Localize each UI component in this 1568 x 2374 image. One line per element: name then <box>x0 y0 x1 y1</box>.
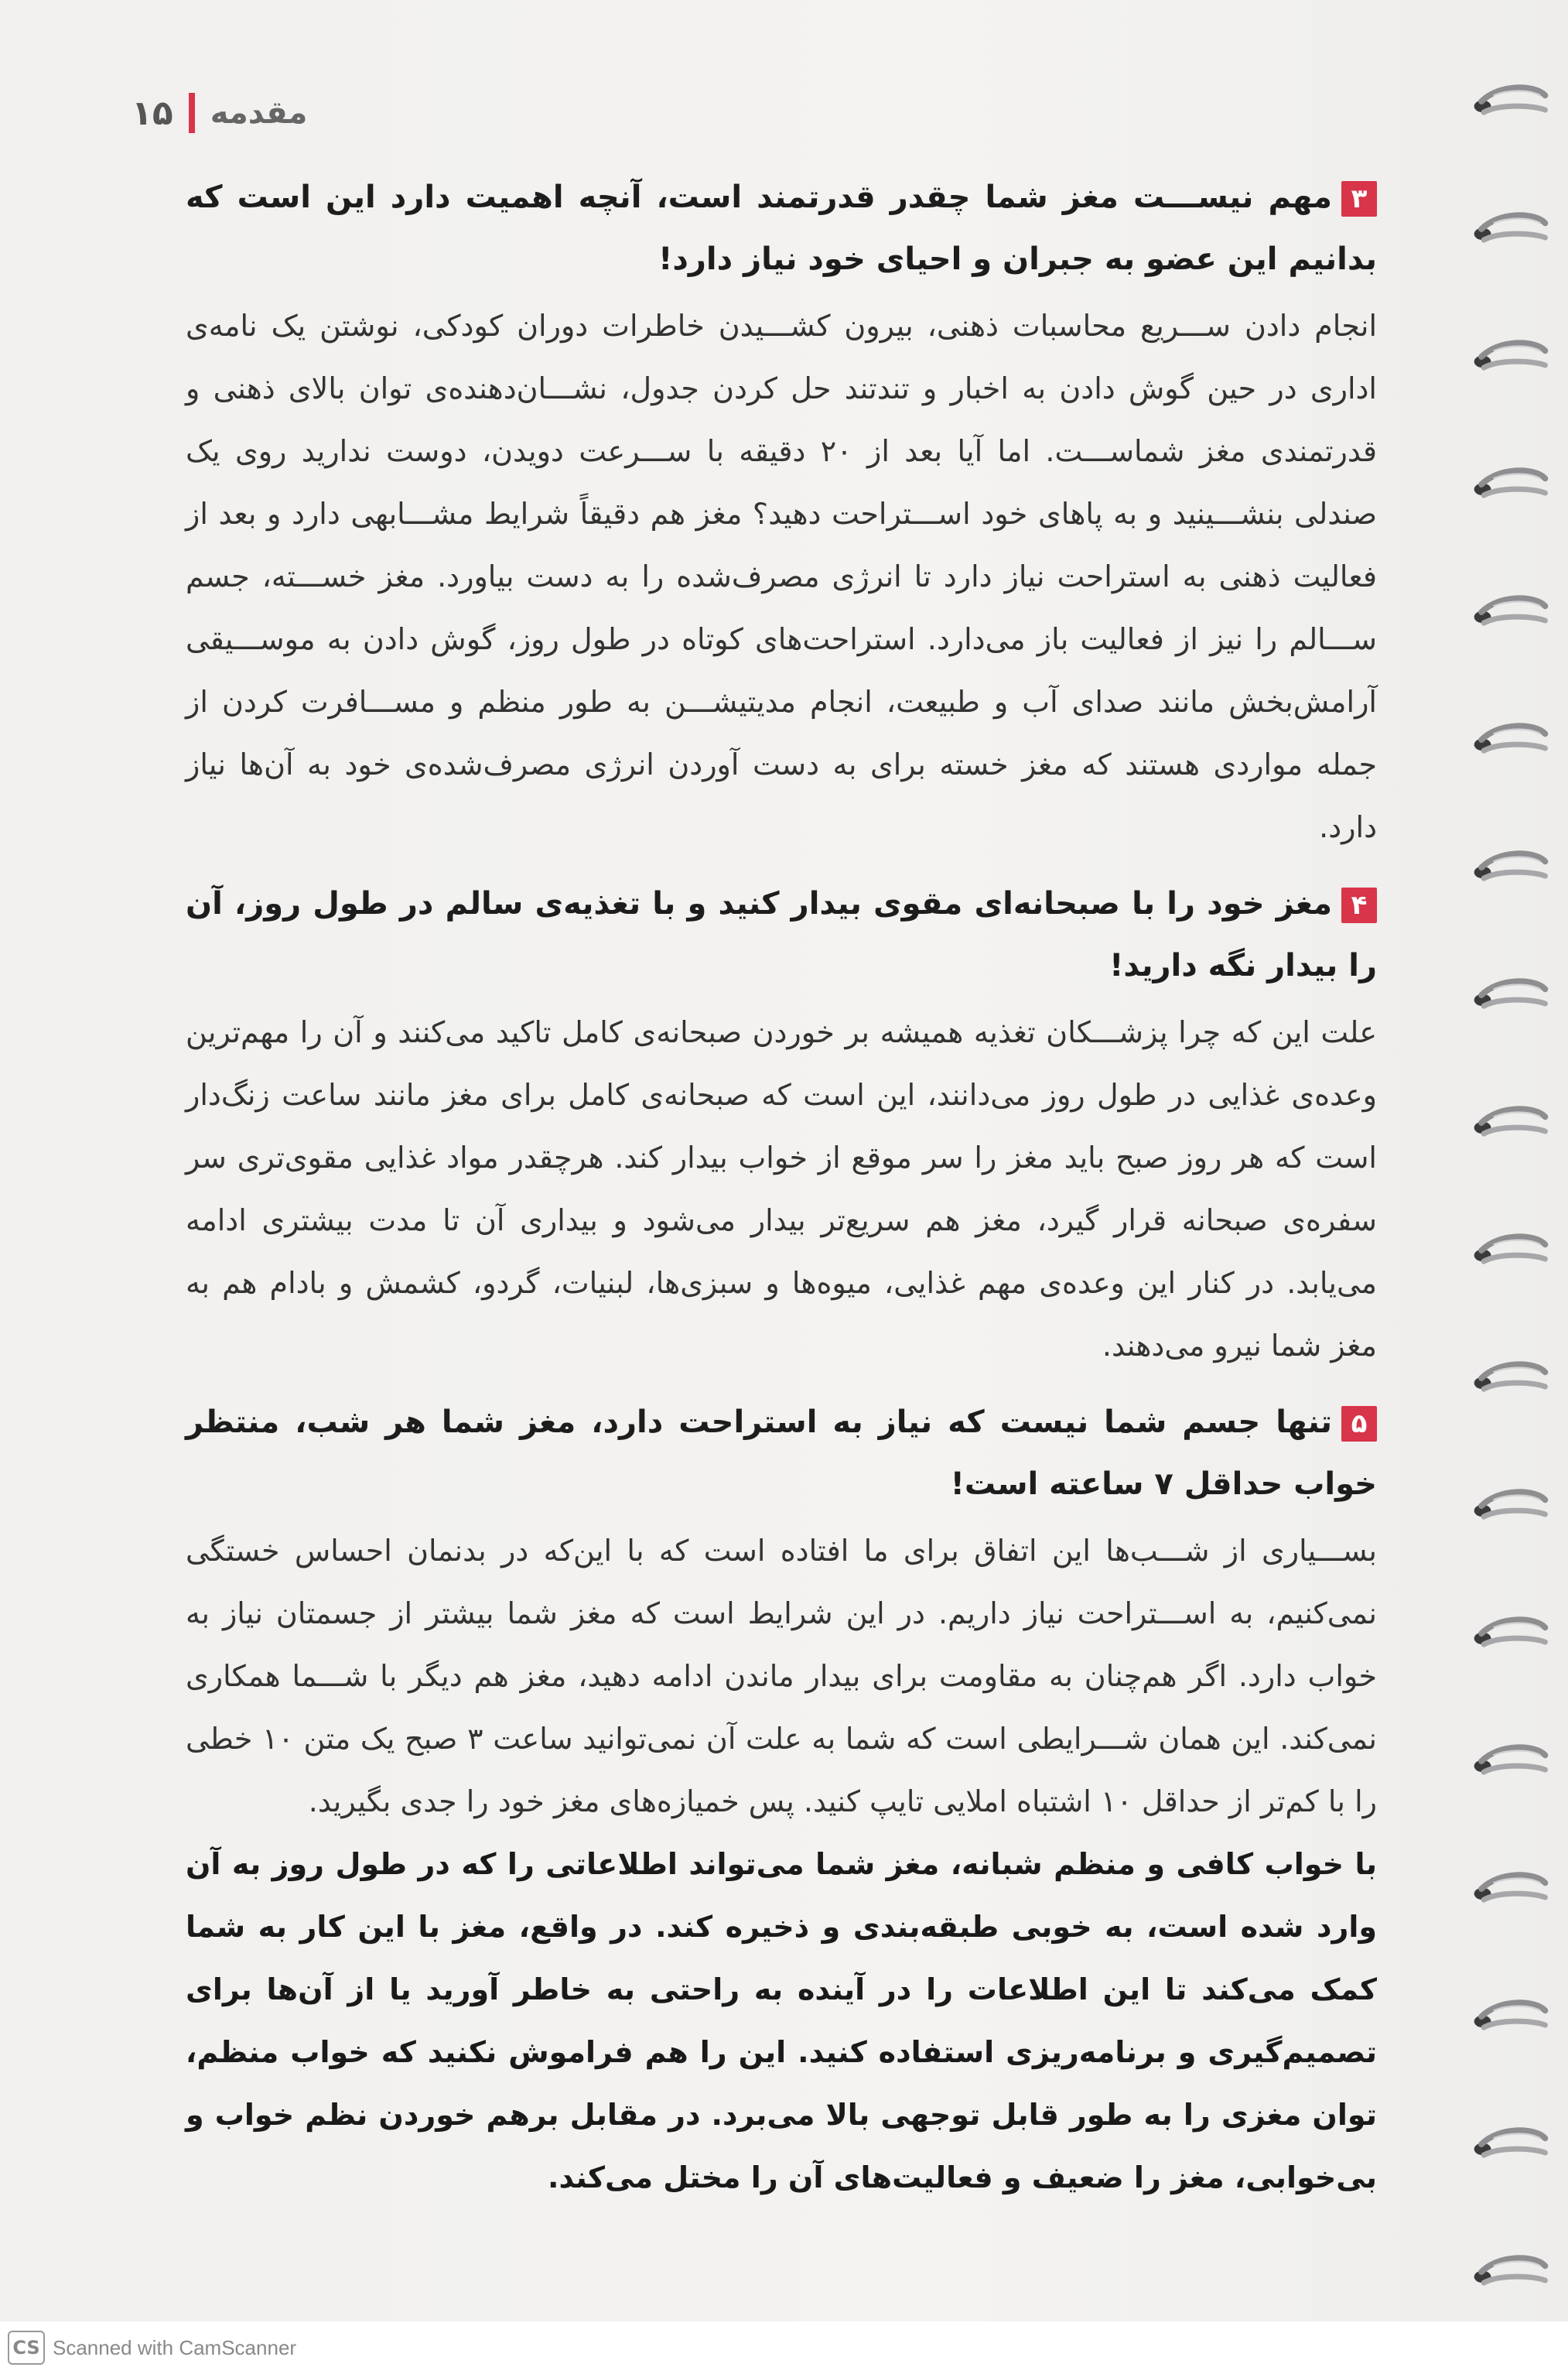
spiral-ring-icon <box>1458 1865 1559 1919</box>
spiral-ring-icon <box>1458 77 1559 132</box>
spiral-ring-icon <box>1458 588 1559 642</box>
spiral-ring-icon <box>1458 716 1559 770</box>
spiral-ring-icon <box>1458 1482 1559 1536</box>
section-heading <box>186 873 1377 997</box>
paragraph: با خواب کافی و منظم شبانه، مغز شما می‌تواند اطلاعاتی را که در طول روز به آن وارد شده است، به خوبی طبقه‌بندی و ذخیره کند. در واقع، مغز با این کار به شما کمک می‌کند تا این اطلاعات را در آینده به راحتی به خاطر آورید یا از آن‌ها برای تصمیم‌گیری و برنامه‌ریزی استفاده کنید. این را هم فراموش نکنید که خواب منظم، توان مغزی را به طور قابل توجهی بالا می‌برد. در مقابل برهم خوردن نظم خواب و بی‌خوابی، مغز را ضعیف و فعالیت‌های آن را مختل می‌کند. <box>186 1847 1377 2194</box>
spiral-ring-icon <box>1458 333 1559 387</box>
spiral-ring-icon <box>1458 1226 1559 1281</box>
section-heading-text: مهم نیســـت مغز شما چقدر قدرتمند است، آنچه اهمیت دارد این است که بدانیم این عضو به جبران و احیای خود نیاز دارد! <box>186 180 1377 277</box>
chapter-title: مقدمه <box>210 95 308 131</box>
page-content <box>186 166 1377 2223</box>
spiral-binding <box>1458 0 1568 2321</box>
section-heading <box>186 166 1377 290</box>
section-3 <box>186 166 1377 859</box>
spiral-ring-icon <box>1458 1099 1559 1153</box>
spiral-ring-icon <box>1458 1737 1559 1791</box>
scanner-watermark-text: Scanned with CamScanner <box>53 2335 297 2359</box>
paragraph: انجام دادن ســـریع محاسبات ذهنی، بیرون کشـــیدن خاطرات دوران کودکی، نوشتن یک نامه‌ی اداری در حین گوش دادن به اخبار و تندتند حل کردن جدول، نشـــان‌دهنده‌ی توان بالای ذهنی و قدرتمندی مغز شماســـت. اما آیا بعد از ۲۰ دقیقه با ســـرعت دویدن، دوست ندارید روی یک صندلی بنشـــینید و به پاهای خود اســـتراحت دهید؟ مغز هم دقیقاً شرایط مشـــابهی دارد و بعد از فعالیت ذهنی به استراحت نیاز دارد تا انرژی مصرف‌شده را به دست بیاورد. مغز خســـته، جسم ســـالم را نیز از فعالیت باز می‌دارد. استراحت‌های کوتاه در طول روز، گوش دادن به موســـیقی آرامش‌بخش مانند صدای آب و طبیعت، انجام مدیتیشـــن به طور منظم و مســـافرت کردن از جمله مواردی هستند که مغز خسته برای به دست آوردن انرژی مصرف‌شده‌ی خود به آن‌ها نیاز دارد. <box>186 309 1377 844</box>
spiral-ring-icon <box>1458 460 1559 515</box>
spiral-ring-icon <box>1458 843 1559 898</box>
page-number: ۱۵ <box>132 93 173 133</box>
page-header <box>132 93 307 133</box>
paragraph: علت این که چرا پزشـــکان تغذیه همیشه بر خوردن صبحانه‌ی کامل تاکید می‌کنند و آن را مهم‌ترین وعده‌ی غذایی در طول روز می‌دانند، این است که صبحانه‌ی کامل برای مغز مانند ساعت زنگ‌دار است که هر روز صبح باید مغز را سر موقع از خواب بیدار کند. هرچقدر مواد غذایی مقوی‌تری سر سفره‌ی صبحانه قرار گیرد، مغز هم سریع‌تر بیدار می‌شود و بیداری آن تا مدت بیشتری ادامه می‌یابد. در کنار این وعده‌ی مهم غذایی، میوه‌ها و سبزی‌ها، لبنیات، گردو، کشمش و بادام هم به مغز شما نیرو می‌دهند. <box>186 1015 1377 1363</box>
spiral-ring-icon <box>1458 1993 1559 2047</box>
spiral-ring-icon <box>1458 205 1559 259</box>
spiral-ring-icon <box>1458 1609 1559 1664</box>
section-number-badge: ۴ <box>1341 888 1377 923</box>
camscanner-logo-icon: CS <box>8 2331 45 2365</box>
spiral-ring-icon <box>1458 1354 1559 1408</box>
section-number-badge: ۳ <box>1341 181 1377 217</box>
section-5 <box>186 1391 1377 2209</box>
section-number-badge: ۵ <box>1341 1406 1377 1442</box>
scanner-footer <box>0 2321 1568 2374</box>
section-heading <box>186 1391 1377 1515</box>
spiral-ring-icon <box>1458 2248 1559 2302</box>
paragraph: بســـیاری از شـــب‌ها این اتفاق برای ما افتاده است که با این‌که در بدنمان احساس خستگی نمی‌کنیم، به اســـتراحت نیاز داریم. در این شرایط است که مغز شما بیشتر از جسمتان نیاز به خواب دارد. اگر هم‌چنان به مقاومت برای بیدار ماندن ادامه دهید، مغز هم دیگر با شـــما همکاری نمی‌کند. این همان شـــرایطی است که شما به علت آن نمی‌توانید ساعت ۳ صبح یک متن ۱۰ خطی را با کم‌تر از حداقل ۱۰ اشتباه املایی تایپ کنید. پس خمیازه‌های مغز خود را جدی بگیرید. <box>186 1534 1378 1818</box>
spiral-ring-icon <box>1458 971 1559 1025</box>
header-divider <box>189 93 195 133</box>
section-heading-text: تنها جسم شما نیست که نیاز به استراحت دارد، مغز شما هر شب، منتظر خواب حداقل ۷ ساعته است! <box>186 1404 1377 1502</box>
spiral-ring-icon <box>1458 2120 1559 2174</box>
section-heading-text: مغز خود را با صبحانه‌ای مقوی بیدار کنید و با تغذیه‌ی سالم در طول روز، آن را بیدار نگه دارید! <box>186 886 1377 983</box>
section-4 <box>186 873 1377 1377</box>
